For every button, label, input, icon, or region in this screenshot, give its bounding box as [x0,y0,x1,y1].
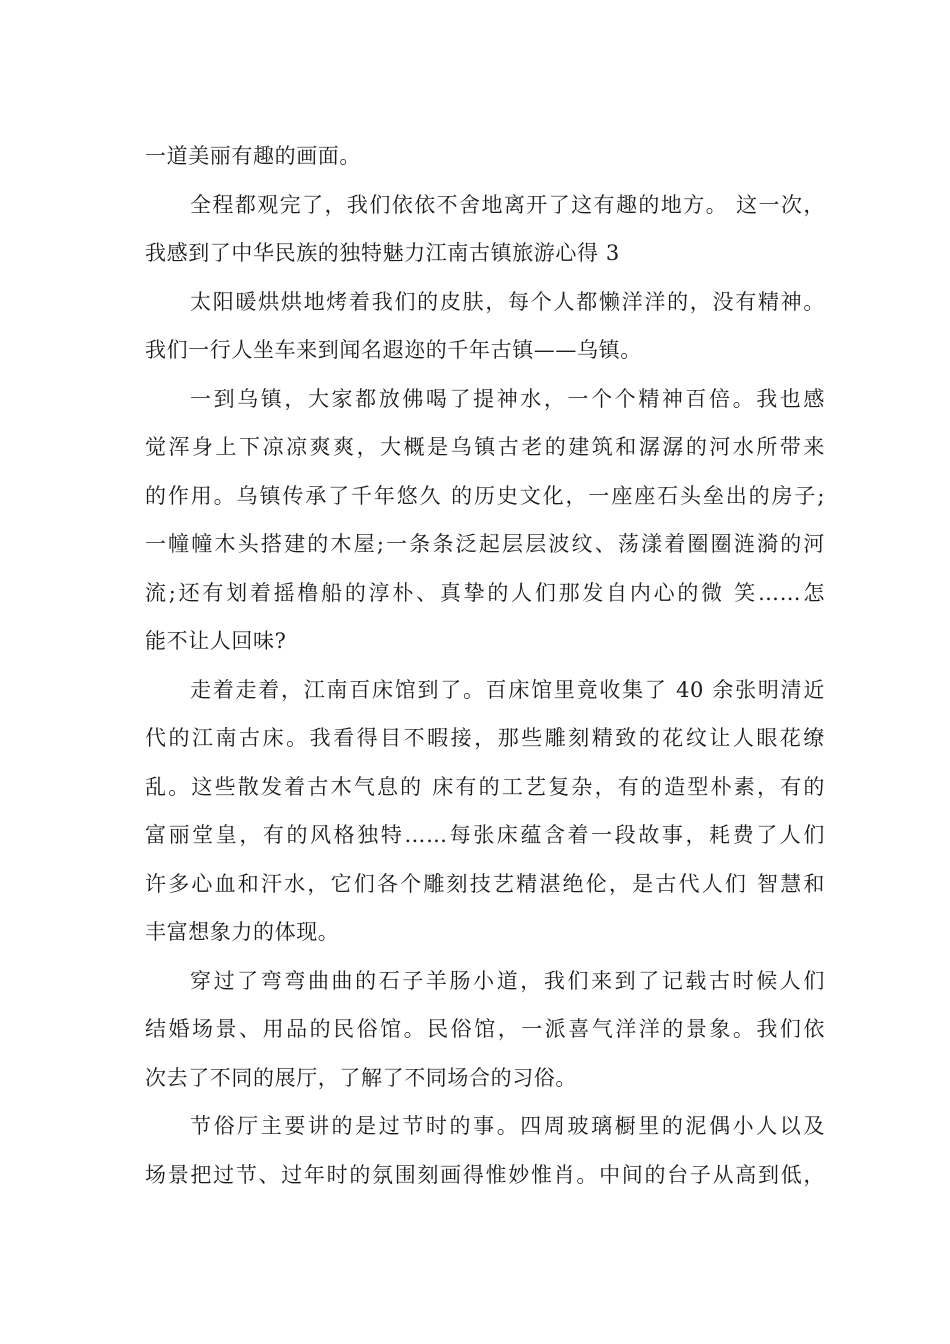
text-line: 一幢幢木头搭建的木屋;一条条泛起层层波纹、荡漾着圈圈涟漪的河 [145,532,825,556]
text-line: 富丽堂皇，有的风格独特……每张床蕴含着一段故事，耗费了人们 [145,823,825,847]
text-line: 乱。这些散发着古木气息的 床有的工艺复杂，有的造型朴素，有的 [145,774,825,799]
document-body [145,132,825,1199]
text-line: 许多心血和汗水，它们各个雕刻技艺精湛绝伦，是古代人们 智慧和 [145,871,825,896]
text-line: 全程都观完了，我们依依不舍地离开了这有趣的地方。 这一次， [190,192,825,217]
text-line: 代的江南古床。我看得目不暇接，那些雕刻精致的花纹让人眼花缭 [145,726,825,750]
text-line: 结婚场景、用品的民俗馆。民俗馆，一派喜气洋洋的景象。我们依 [145,1017,825,1041]
text-line: 觉浑身上下凉凉爽爽，大概是乌镇古老的建筑和潺潺的河水所带来 [145,435,825,459]
text-line: 我们一行人坐车来到闻名遐迩的千年古镇——乌镇。 [145,338,642,362]
text-line: 走着走着，江南百床馆到了。百床馆里竟收集了 40 余张明清近 [190,677,825,702]
text-line: 流;还有划着摇橹船的淳朴、真挚的人们那发自内心的微 笑……怎 [145,580,825,605]
text-line: 一到乌镇，大家都放佛喝了提神水，一个个精神百倍。我也感 [190,386,825,411]
text-line: 我感到了中华民族的独特魅力江南古镇旅游心得 3 [145,241,620,265]
text-line: 的作用。乌镇传承了千年悠久 的历史文化，一座座石头垒出的房子; [145,483,825,508]
text-line: 穿过了弯弯曲曲的石子羊肠小道，我们来到了记载古时候人们 [190,968,825,993]
text-line: 一道美丽有趣的画面。 [145,144,361,168]
text-line: 能不让人回味? [145,629,287,653]
text-line: 丰富想象力的体现。 [145,920,340,944]
text-line: 场景把过节、过年时的氛围刻画得惟妙惟肖。中间的台子从高到低， [145,1162,825,1187]
text-line: 节俗厅主要讲的是过节时的事。四周玻璃橱里的泥偶小人以及 [190,1114,825,1138]
text-line: 次去了不同的展厅，了解了不同场合的习俗。 [145,1065,577,1090]
text-line: 太阳暖烘烘地烤着我们的皮肤，每个人都懒洋洋的，没有精神。 [190,289,825,314]
